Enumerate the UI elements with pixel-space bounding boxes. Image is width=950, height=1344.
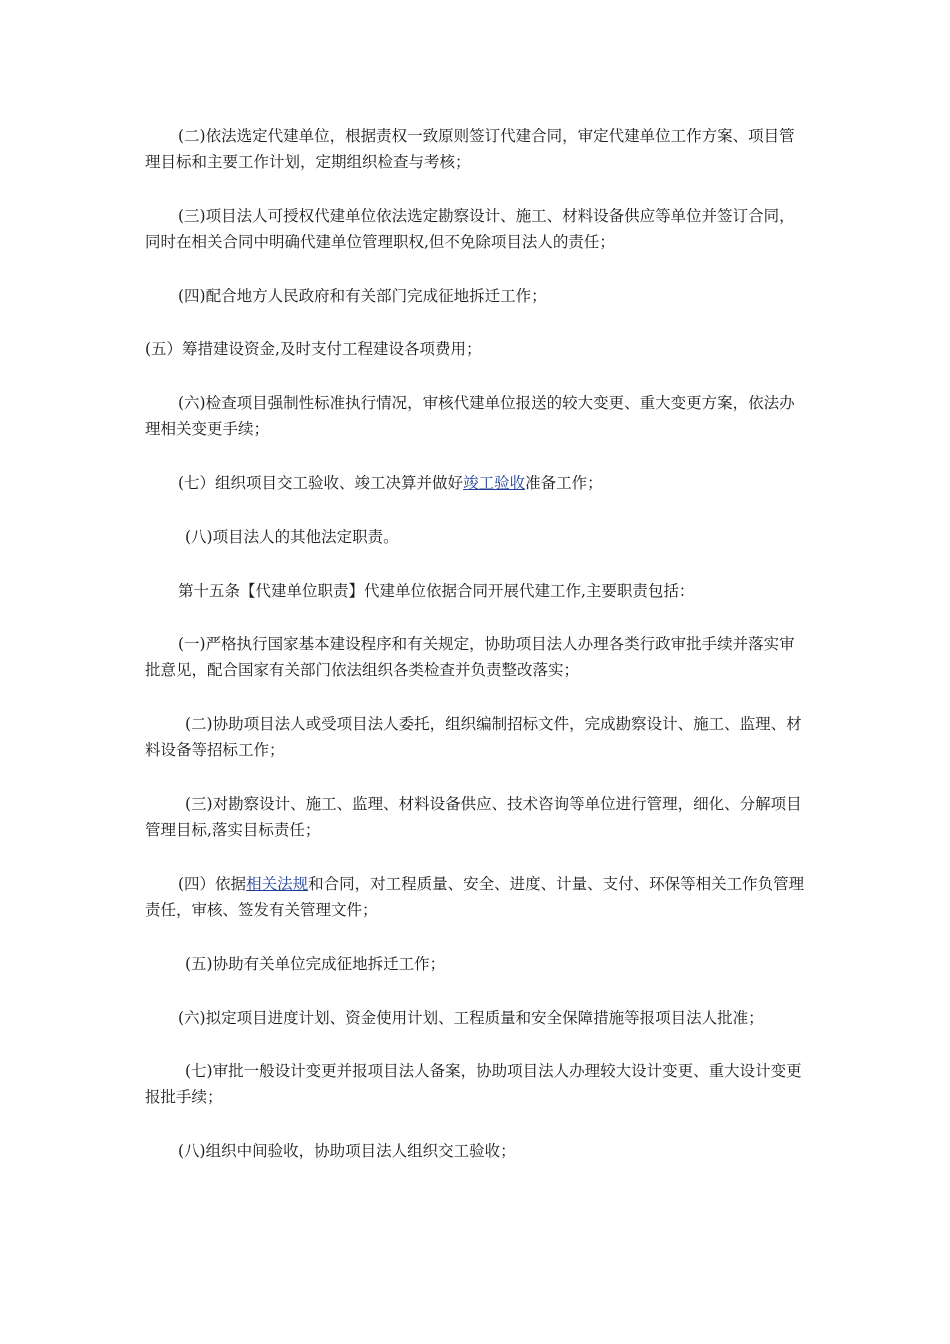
paragraph-agent-duty-1: (一)严格执行国家基本建设程序和有关规定，协助项目法人办理各类行政审批手续并落实审批意见，配合国家有关部门依法组织各类检查并负责整改落实； [145, 635, 795, 679]
paragraph-duty-7-text-before: (七）组织项目交工验收、竣工决算并做好 [178, 474, 464, 492]
paragraph-agent-duty-4-text-before: (四）依据 [178, 875, 247, 893]
paragraph-duty-8: (八)项目法人的其他法定职责。 [185, 528, 399, 546]
paragraph-duty-5: (五）筹措建设资金,及时支付工程建设各项费用； [145, 340, 482, 358]
paragraph-duty-4: (四)配合地方人民政府和有关部门完成征地拆迁工作； [178, 287, 547, 305]
related-regulations-link[interactable]: 相关法规 [246, 875, 309, 893]
paragraph-duty-3: (三)项目法人可授权代建单位依法选定勘察设计、施工、材料设备供应等单位并签订合同，同时在相关合同中明确代建单位管理职权,但不免除项目法人的责任； [145, 207, 795, 251]
paragraph-agent-duty-2: (二)协助项目法人或受项目法人委托，组织编制招标文件，完成勘察设计、施工、监理、材料设备等招标工作； [145, 715, 802, 759]
completion-acceptance-link[interactable]: 竣工验收 [463, 474, 526, 492]
paragraph-duty-7-text-after: 准备工作； [525, 474, 603, 492]
paragraph-duty-7 [145, 470, 810, 496]
paragraph-agent-duty-5: (五)协助有关单位完成征地拆迁工作； [185, 955, 446, 973]
paragraph-agent-duty-8: (八)组织中间验收，协助项目法人组织交工验收； [178, 1142, 516, 1160]
paragraph-duty-2: (二)依法选定代建单位，根据责权一致原则签订代建合同，审定代建单位工作方案、项目管理目标和主要工作计划，定期组织检查与考核； [145, 127, 795, 171]
paragraph-agent-duty-6: (六)拟定项目进度计划、资金使用计划、工程质量和安全保障措施等报项目法人批准； [178, 1009, 764, 1027]
paragraph-agent-duty-4 [145, 871, 810, 923]
paragraph-agent-duty-7: (七)审批一般设计变更并报项目法人备案，协助项目法人办理较大设计变更、重大设计变更报批手续； [145, 1062, 802, 1106]
paragraph-agent-duty-3: (三)对勘察设计、施工、监理、材料设备供应、技术咨询等单位进行管理，细化、分解项目管理目标,落实目标责任； [145, 795, 802, 839]
article-15-heading: 第十五条【代建单位职责】代建单位依据合同开展代建工作,主要职责包括： [178, 582, 695, 600]
paragraph-agent-duty-4-text-after: 和合同，对工程质量、安全、进度、计量、支付、环保等相关工作负管理责任，审核、签发有关管理文件； [145, 875, 805, 919]
paragraph-duty-6: (六)检查项目强制性标准执行情况，审核代建单位报送的较大变更、重大变更方案，依法办理相关变更手续； [145, 394, 795, 438]
